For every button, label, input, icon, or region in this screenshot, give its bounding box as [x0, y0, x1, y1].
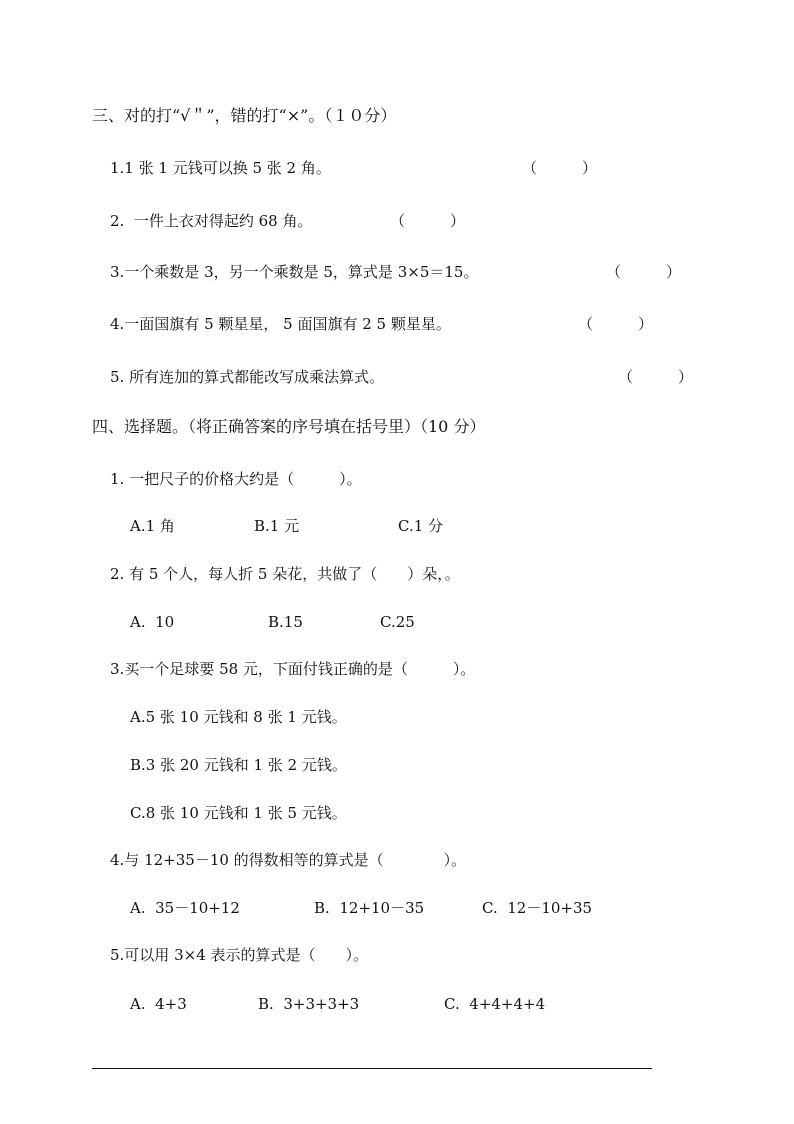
question-2-option-a[interactable]: A. 10 — [130, 613, 175, 631]
answer-blank-1[interactable]: （ ） — [522, 159, 598, 177]
section-4-heading: 四、选择题。（将正确答案的序号填在括号里）（10 分） — [92, 417, 486, 436]
section-3-heading: 三、对的打“√＂”，错的打“×”。（１０分） — [92, 106, 397, 125]
question-4-option-a[interactable]: A. 35－10+12 — [130, 899, 240, 917]
question-1-option-a[interactable]: A.1 角 — [130, 517, 175, 535]
answer-blank-2[interactable]: （ ） — [390, 212, 466, 230]
true-false-item-2: 2. 一件上衣对得起约 68 角。 — [110, 212, 313, 230]
question-4-option-b[interactable]: B. 12+10－35 — [314, 899, 425, 917]
choice-question-5: 5.可以用 3×4 表示的算式是（ ）。 — [110, 946, 369, 964]
choice-question-3: 3.买一个足球要 58 元，下面付钱正确的是（ ）。 — [110, 660, 476, 678]
question-5-option-b[interactable]: B. 3+3+3+3 — [258, 995, 360, 1013]
true-false-item-5: 5. 所有连加的算式都能改写成乘法算式。 — [110, 368, 385, 386]
question-1-option-b[interactable]: B.1 元 — [254, 517, 300, 535]
true-false-item-3: 3.一个乘数是 3，另一个乘数是 5，算式是 3×5＝15。 — [110, 263, 479, 281]
question-2-option-b[interactable]: B.15 — [268, 613, 303, 631]
question-2-option-c[interactable]: C.25 — [380, 613, 415, 631]
question-3-option-b[interactable]: B.3 张 20 元钱和 1 张 2 元钱。 — [130, 756, 347, 774]
question-5-option-a[interactable]: A. 4+3 — [130, 995, 187, 1013]
question-4-option-c[interactable]: C. 12－10+35 — [482, 899, 593, 917]
question-3-option-c[interactable]: C.8 张 10 元钱和 1 张 5 元钱。 — [130, 804, 347, 822]
answer-blank-4[interactable]: （ ） — [578, 315, 654, 333]
choice-question-4: 4.与 12+35－10 的得数相等的算式是（ ）。 — [110, 851, 467, 869]
question-3-option-a[interactable]: A.5 张 10 元钱和 8 张 1 元钱。 — [130, 708, 347, 726]
true-false-item-1: 1.1 张 1 元钱可以换 5 张 2 角。 — [110, 159, 331, 177]
choice-question-2: 2. 有 5 个人，每人折 5 朵花，共做了（ ）朵，。 — [110, 565, 460, 583]
true-false-item-4: 4.一面国旗有 5 颗星星， 5 面国旗有 2 5 颗星星。 — [110, 315, 451, 333]
answer-blank-5[interactable]: （ ） — [618, 368, 694, 386]
bottom-divider — [92, 1068, 652, 1069]
question-5-option-c[interactable]: C. 4+4+4+4 — [444, 995, 546, 1013]
question-1-option-c[interactable]: C.1 分 — [398, 517, 444, 535]
answer-blank-3[interactable]: （ ） — [606, 263, 682, 281]
choice-question-1: 1. 一把尺子的价格大约是（ ）。 — [110, 470, 362, 488]
